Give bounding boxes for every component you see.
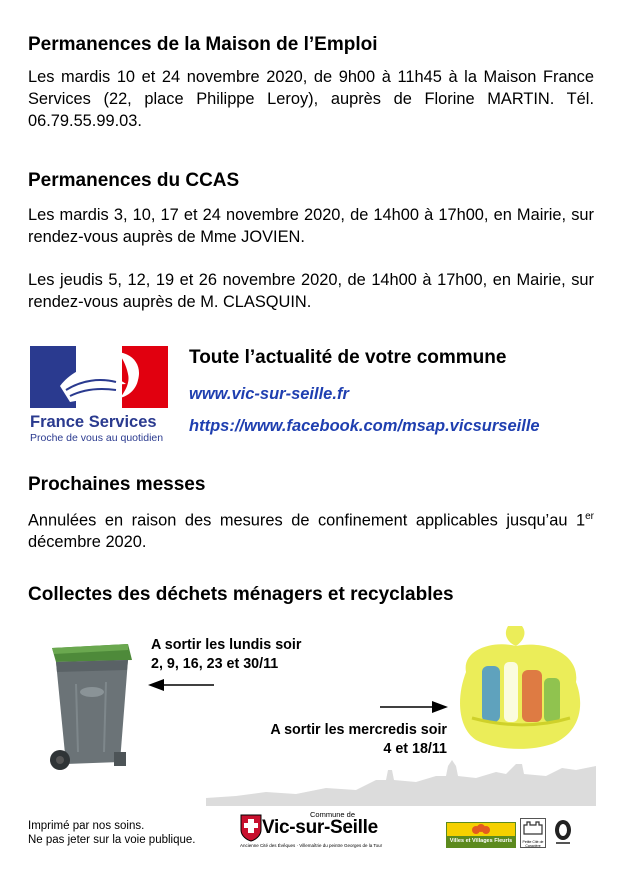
wheelie-bin-icon xyxy=(48,634,134,780)
village-skyline-illustration xyxy=(206,740,596,806)
actualite-title: Toute l’actualité de votre commune xyxy=(189,347,507,368)
petite-cite-label: Petite Cité de Caractère xyxy=(522,840,544,848)
messes-text: Annulées en raison des mesures de confinement applicables jusqu’au 1er décembre 2020. xyxy=(28,511,594,552)
printed-line-2: Ne pas jeter sur la voie publique. xyxy=(28,834,196,846)
menagers-line-1: A sortir les lundis soir xyxy=(151,637,302,653)
emploi-text: Les mardis 10 et 24 novembre 2020, de 9h00 à 11h45 à la Maison France Services (22, place Philippe Leroy), auprès de Florine MARTIN. Tél. 06.79.55.99.03. xyxy=(28,68,594,130)
ccas-text-1: Les mardis 3, 10, 17 et 24 novembre 2020, de 14h00 à 17h00, en Mairie, sur rendez-vous auprès de Mme JOVIEN. xyxy=(28,206,594,246)
arrow-right-icon xyxy=(378,699,450,715)
website-link[interactable]: www.vic-sur-seille.fr xyxy=(189,385,349,403)
ccas-title: Permanences du CCAS xyxy=(28,170,240,191)
flower-icon xyxy=(471,824,491,836)
france-services-logo xyxy=(30,346,170,446)
commune-logo xyxy=(240,810,400,850)
france-services-name: France Services xyxy=(30,413,157,431)
villes-fleuries-label: Villes et Villages Fleuris xyxy=(447,836,515,847)
facebook-link[interactable]: https://www.facebook.com/msap.vicsurseille xyxy=(189,417,540,435)
coat-of-arms-icon xyxy=(240,814,262,842)
castle-icon xyxy=(521,819,545,835)
marianne-icon xyxy=(30,346,170,408)
petite-cite-logo xyxy=(520,818,546,848)
heraldic-emblem-icon xyxy=(552,818,574,846)
arrow-left-icon xyxy=(146,677,216,693)
printed-line-1: Imprimé par nos soins. xyxy=(28,820,145,832)
ccas-text-2: Les jeudis 5, 12, 19 et 26 novembre 2020, de 14h00 à 17h00, en Mairie, sur rendez-vous auprès de M. CLASQUIN. xyxy=(28,271,594,311)
commune-prefix: Commune de xyxy=(310,810,356,819)
recyclables-line-1: A sortir les mercredis soir xyxy=(270,722,447,738)
messes-title: Prochaines messes xyxy=(28,474,206,495)
recycling-bag-icon xyxy=(452,622,590,752)
menagers-line-2: 2, 9, 16, 23 et 30/11 xyxy=(151,656,279,672)
collectes-title: Collectes des déchets ménagers et recyclables xyxy=(28,584,454,605)
commune-name: Vic-sur-Seille xyxy=(262,817,378,838)
emploi-title: Permanences de la Maison de l’Emploi xyxy=(28,34,378,55)
commune-tagline: Ancienne Cité des Évêques · Villemaîtrie du peintre Georges de la Tour xyxy=(240,843,383,848)
villes-fleuries-logo xyxy=(446,822,516,848)
france-services-tagline: Proche de vous au quotidien xyxy=(30,432,164,444)
recyclables-line-2: 4 et 18/11 xyxy=(383,741,447,757)
